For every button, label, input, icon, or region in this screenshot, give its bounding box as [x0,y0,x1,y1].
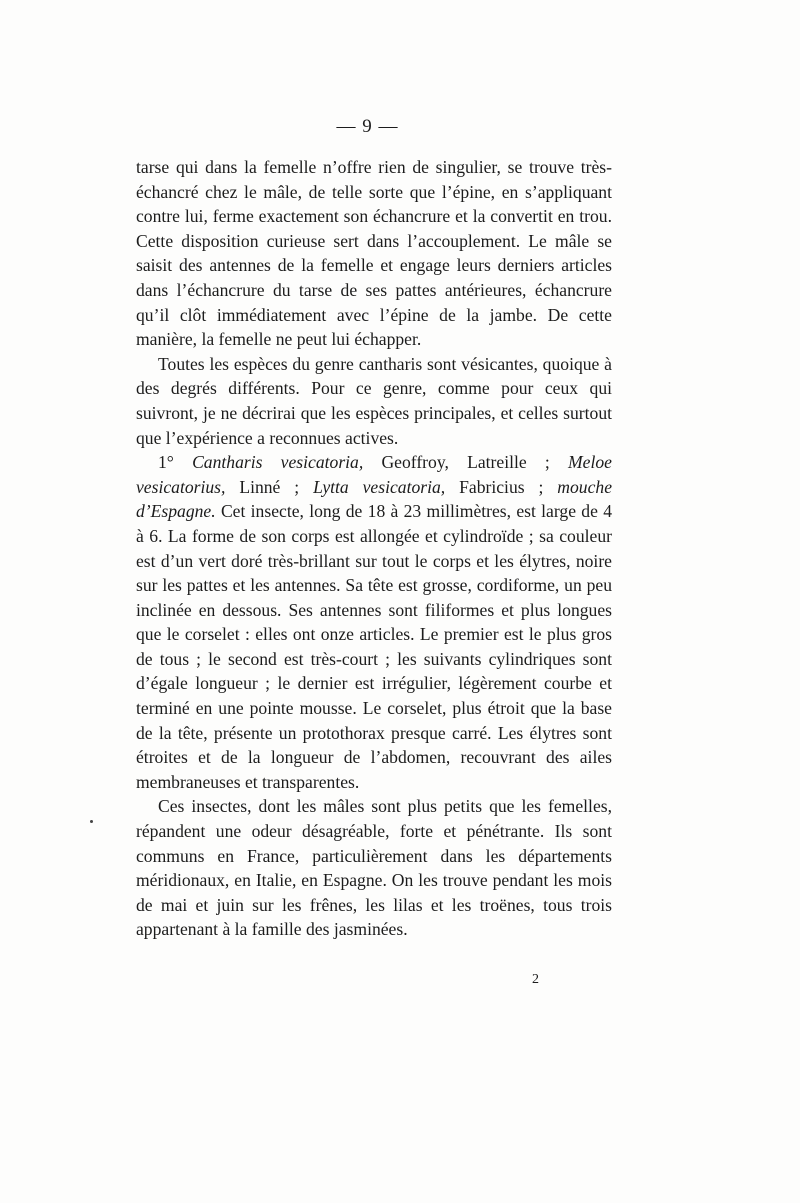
item-number: 1° [158,452,193,473]
paragraph-habitat: Ces insectes, dont les mâles sont plus petits que les femelles, répandent une odeur désagréable, forte et pénétrante. Ils sont communs en France, particulièrement dans les départements méridionaux, en Italie, en Espagne. On les trouve pendant les mois de mai et juin sur les frênes, les lilas et les troënes, tous trois appartenant à la famille des jasminées. [136,796,612,940]
page-number: — 9 — [336,116,399,137]
paragraph-especes: Toutes les espèces du genre cantharis sont vésicantes, quoique à des degrés différents. Pour ce genre, comme pour ceux qui suivront, je ne décrirai que les espèces principales, et celles surtout que l’expérience a reconnues actives. [136,353,612,448]
body-text [136,155,612,942]
ink-speck [90,820,93,823]
authority-fabricius: Fabricius ; [445,476,558,497]
paragraph-cantharis-vesicatoria [136,450,612,794]
authority-geoffroy: Geoffroy, Latreille ; [363,452,569,473]
species-name-meloe: Meloe vesicatorius, [136,452,612,497]
authority-linne: Linné ; [225,476,314,497]
species-name-lytta: Lytta vesicatoria, [313,476,446,497]
signature-mark: 2 [532,972,539,987]
species-name-cantharis: Cantharis vesicatoria, [192,452,364,473]
description-text: Cet insecte, long de 18 à 23 millimètres, est large de 4 à 6. La forme de son corps est allongée et cylindroïde ; sa couleur est d’un vert doré très-brillant sur tout le corps et les élytres, noire sur les pattes et les antennes. Sa tête est grosse, cordiforme, un peu inclinée en dessous. Ses antennes sont filiformes et plus longues que le corselet : elles ont onze articles. Le premier est le plus gros de tous ; le second est très-court ; les suivants cylindriques sont d’égale longueur ; le dernier est irrégulier, légèrement courbe et terminé en une pointe mousse. Le corselet, plus étroit que la base de la tête, présente un protothorax presque carré. Les élytres sont étroites et de la longueur de l’abdomen, recouvrant des ailes membraneuses et transparentes. [136,501,612,792]
paragraph-tarse: tarse qui dans la femelle n’offre rien de singulier, se trouve très-échancré chez le mâle, de telle sorte que l’épine, en s’appliquant contre lui, ferme exactement son échancrure et la convertit en trou. Cette disposition curieuse sert dans l’accouplement. Le mâle se saisit des antennes de la femelle et engage leurs derniers articles dans l’échancrure du tarse de ses pattes antérieures, échancrure qu’il clôt immédiatement avec l’épine de la jambe. De cette manière, la femelle ne peut lui échapper. [136,157,612,350]
common-name: mouche d’Espagne. [136,476,613,522]
